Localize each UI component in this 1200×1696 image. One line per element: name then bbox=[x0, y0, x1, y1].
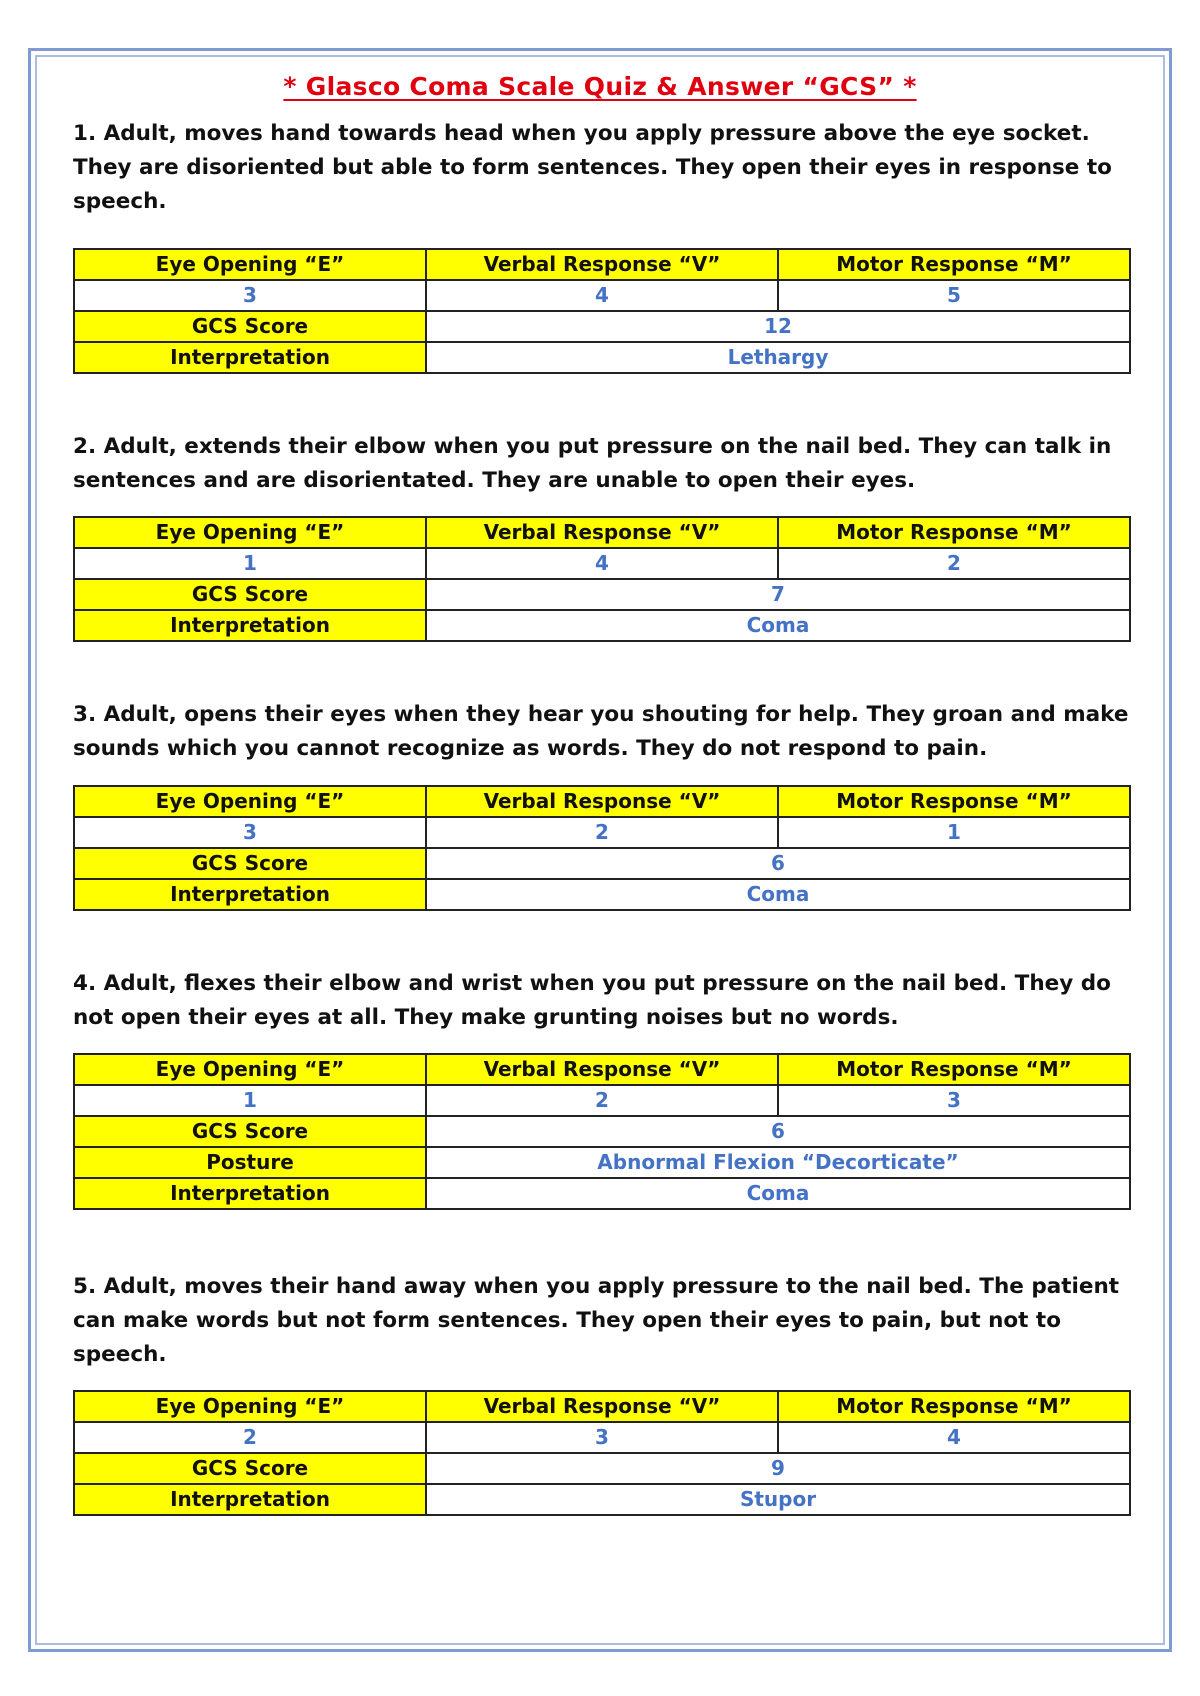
eye-opening-value: 1 bbox=[74, 1085, 426, 1116]
interpretation-value: Coma bbox=[426, 1178, 1130, 1209]
interpretation-label: Interpretation bbox=[74, 879, 426, 910]
motor-response-header: Motor Response “M” bbox=[778, 1391, 1130, 1422]
motor-response-header: Motor Response “M” bbox=[778, 249, 1130, 280]
interpretation-label: Interpretation bbox=[74, 610, 426, 641]
gcs-score-value: 9 bbox=[426, 1453, 1130, 1484]
gcs-score-label: GCS Score bbox=[74, 1116, 426, 1147]
verbal-response-header: Verbal Response “V” bbox=[426, 1054, 778, 1085]
verbal-response-header: Verbal Response “V” bbox=[426, 249, 778, 280]
gcs-score-value: 6 bbox=[426, 1116, 1130, 1147]
posture-row bbox=[74, 1147, 1130, 1178]
eye-opening-value: 1 bbox=[74, 548, 426, 579]
gcs-score-label: GCS Score bbox=[74, 311, 426, 342]
verbal-response-value: 2 bbox=[426, 1085, 778, 1116]
gcs-score-row bbox=[74, 1116, 1130, 1147]
verbal-response-value: 4 bbox=[426, 548, 778, 579]
gcs-score-value: 7 bbox=[426, 579, 1130, 610]
motor-response-value: 3 bbox=[778, 1085, 1130, 1116]
table-values-row bbox=[74, 280, 1130, 311]
question-5-table bbox=[73, 1390, 1131, 1516]
eye-opening-header: Eye Opening “E” bbox=[74, 1054, 426, 1085]
verbal-response-value: 3 bbox=[426, 1422, 778, 1453]
interpretation-value: Coma bbox=[426, 610, 1130, 641]
gcs-score-row bbox=[74, 311, 1130, 342]
interpretation-label: Interpretation bbox=[74, 1484, 426, 1515]
interpretation-row bbox=[74, 342, 1130, 373]
table-header-row bbox=[74, 1054, 1130, 1085]
question-2-table bbox=[73, 516, 1131, 642]
motor-response-value: 5 bbox=[778, 280, 1130, 311]
question-4-text: 4. Adult, flexes their elbow and wrist when you put pressure on the nail bed. They do not open their eyes at all. They make grunting noises but no words. bbox=[73, 971, 1111, 1030]
interpretation-row bbox=[74, 610, 1130, 641]
verbal-response-header: Verbal Response “V” bbox=[426, 1391, 778, 1422]
question-2-text: 2. Adult, extends their elbow when you put pressure on the nail bed. They can talk in sentences and are disorientated. They are unable to open their eyes. bbox=[73, 434, 1112, 493]
table-header-row bbox=[74, 1391, 1130, 1422]
posture-value: Abnormal Flexion “Decorticate” bbox=[426, 1147, 1130, 1178]
posture-label: Posture bbox=[74, 1147, 426, 1178]
table-values-row bbox=[74, 1085, 1130, 1116]
eye-opening-value: 3 bbox=[74, 280, 426, 311]
gcs-score-label: GCS Score bbox=[74, 579, 426, 610]
eye-opening-value: 2 bbox=[74, 1422, 426, 1453]
gcs-score-value: 6 bbox=[426, 848, 1130, 879]
table-header-row bbox=[74, 249, 1130, 280]
motor-response-header: Motor Response “M” bbox=[778, 786, 1130, 817]
interpretation-row bbox=[74, 1484, 1130, 1515]
interpretation-value: Stupor bbox=[426, 1484, 1130, 1515]
table-values-row bbox=[74, 548, 1130, 579]
gcs-score-row bbox=[74, 1453, 1130, 1484]
eye-opening-header: Eye Opening “E” bbox=[74, 517, 426, 548]
eye-opening-value: 3 bbox=[74, 817, 426, 848]
verbal-response-header: Verbal Response “V” bbox=[426, 786, 778, 817]
interpretation-value: Coma bbox=[426, 879, 1130, 910]
table-header-row bbox=[74, 517, 1130, 548]
table-values-row bbox=[74, 1422, 1130, 1453]
question-1-text: 1. Adult, moves hand towards head when you apply pressure above the eye socket. They are disoriented but able to form sentences. They open their eyes in response to speech. bbox=[73, 121, 1112, 214]
motor-response-value: 4 bbox=[778, 1422, 1130, 1453]
question-3-text: 3. Adult, opens their eyes when they hear you shouting for help. They groan and make sounds which you cannot recognize as words. They do not respond to pain. bbox=[73, 702, 1129, 761]
gcs-score-row bbox=[74, 848, 1130, 879]
motor-response-value: 2 bbox=[778, 548, 1130, 579]
table-values-row bbox=[74, 817, 1130, 848]
question-4-table bbox=[73, 1053, 1131, 1210]
verbal-response-value: 2 bbox=[426, 817, 778, 848]
verbal-response-header: Verbal Response “V” bbox=[426, 517, 778, 548]
verbal-response-value: 4 bbox=[426, 280, 778, 311]
question-1-table bbox=[73, 248, 1131, 374]
page-title: * Glasco Coma Scale Quiz & Answer “GCS” * bbox=[283, 72, 917, 101]
question-3-table bbox=[73, 785, 1131, 911]
interpretation-label: Interpretation bbox=[74, 1178, 426, 1209]
interpretation-row bbox=[74, 879, 1130, 910]
motor-response-header: Motor Response “M” bbox=[778, 1054, 1130, 1085]
motor-response-header: Motor Response “M” bbox=[778, 517, 1130, 548]
eye-opening-header: Eye Opening “E” bbox=[74, 249, 426, 280]
question-5-text: 5. Adult, moves their hand away when you apply pressure to the nail bed. The patient can make words but not form sentences. They open their eyes to pain, but not to speech. bbox=[73, 1274, 1120, 1367]
gcs-score-row bbox=[74, 579, 1130, 610]
interpretation-label: Interpretation bbox=[74, 342, 426, 373]
eye-opening-header: Eye Opening “E” bbox=[74, 786, 426, 817]
motor-response-value: 1 bbox=[778, 817, 1130, 848]
gcs-score-value: 12 bbox=[426, 311, 1130, 342]
gcs-score-label: GCS Score bbox=[74, 1453, 426, 1484]
interpretation-row bbox=[74, 1178, 1130, 1209]
gcs-score-label: GCS Score bbox=[74, 848, 426, 879]
table-header-row bbox=[74, 786, 1130, 817]
eye-opening-header: Eye Opening “E” bbox=[74, 1391, 426, 1422]
interpretation-value: Lethargy bbox=[426, 342, 1130, 373]
